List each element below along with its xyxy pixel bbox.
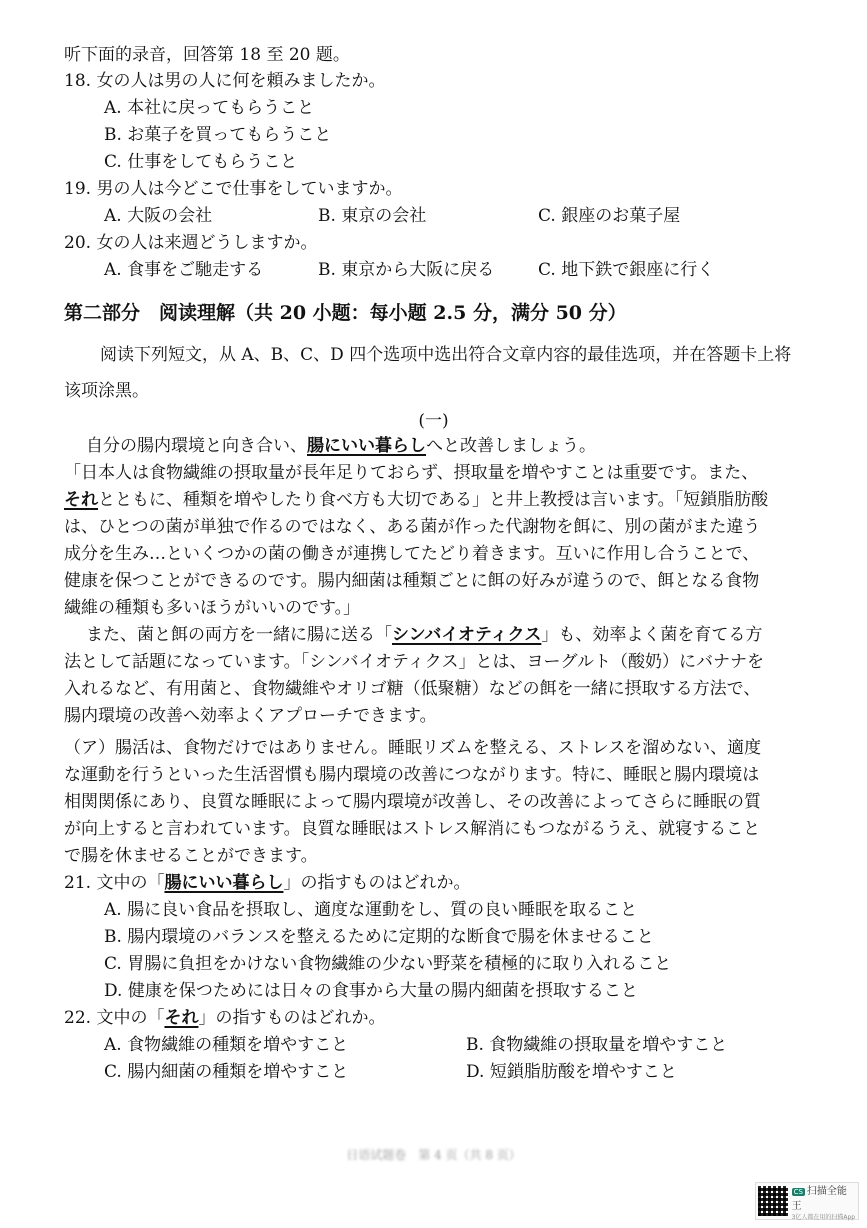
p1-underlined-phrase: 腸にいい暮らし xyxy=(307,436,426,456)
section-heading: 第二部分 阅读理解（共 20 小题：每小题 2.5 分，满分 50 分） xyxy=(64,302,627,324)
passage-p3-line4: 腸内環境の改善へ効率よくアプローチできます。 xyxy=(64,706,437,726)
q19-option-a: A. 大阪の会社 xyxy=(104,206,213,226)
passage-p4-line1: （ア）腸活は、食物だけではありません。睡眠リズムを整える、ストレスを溜めない、適度 xyxy=(64,738,762,758)
passage-p4-line5: で腸を休ませることができます。 xyxy=(64,846,318,866)
q18-option-b: B. お菓子を買ってもらうこと xyxy=(104,125,332,145)
q22-option-b: B. 食物繊維の摂取量を増やすこと xyxy=(466,1035,728,1055)
passage-p4-line3: 相関関係にあり、良質な睡眠によって腸内環境が改善し、その改善によってさらに睡眠の質 xyxy=(64,792,761,812)
passage-p1 xyxy=(86,433,596,459)
q21-stem-pre: 21. 文中の「 xyxy=(64,873,165,893)
q21-underlined-phrase: 腸にいい暮らし xyxy=(164,873,284,893)
watermark-subtitle: 3亿人都在用的扫描App xyxy=(791,1213,856,1221)
p3-underlined-synbiotics: シンバイオティクス xyxy=(392,625,542,645)
q22-option-d: D. 短鎖脂肪酸を増やすこと xyxy=(466,1062,677,1082)
q18-stem: 18. 女の人は男の人に何を頼みましたか。 xyxy=(64,71,386,91)
q19-option-c: C. 銀座のお菓子屋 xyxy=(538,206,681,226)
passage-number: (一) xyxy=(418,411,449,431)
instruction-line-2: 该项涂黑。 xyxy=(64,381,149,401)
passage-p4-line2: な運動を行うといった生活習慣も腸内環境の改善につながります。特に、睡眠と腸内環境は xyxy=(64,765,760,785)
passage-p3-line2: 法として話題になっています。「シンバイオティクス」とは、ヨーグルト（酸奶）にバナナを xyxy=(64,652,764,672)
q21-stem-post: 」の指すものはどれか。 xyxy=(283,873,471,893)
p2-line2-text: とともに、種類を増やしたり食べ方も大切である」と井上教授は言います。「短鎖脂肪酸 xyxy=(98,490,769,510)
p3-line1-pre: また、菌と餌の両方を一緒に腸に送る「 xyxy=(86,625,392,645)
p2-underlined-sore: それ xyxy=(64,490,98,510)
q20-option-b: B. 東京から大阪に戻る xyxy=(318,260,495,280)
passage-p4-line4: が向上すると言われています。良質な睡眠はストレス解消にもつながるうえ、就寝すること xyxy=(64,819,761,839)
p1-text-post: へと改善しましょう。 xyxy=(426,436,596,456)
instruction-line-1: 阅读下列短文，从 A、B、C、D 四个选项中选出符合文章内容的最佳选项，并在答题卡上将 xyxy=(100,345,792,365)
q20-option-a: A. 食事をご馳走する xyxy=(104,260,264,280)
passage-p3-line3: 入れるなど、有用菌と、食物繊維やオリゴ糖（低聚糖）などの餌を一緒に摂取する方法で、 xyxy=(64,679,761,699)
q21-option-c: C. 胃腸に負担をかけない食物繊維の少ない野菜を積極的に取り入れること xyxy=(104,954,672,974)
passage-p2-line5: 健康を保つことができるのです。腸内細菌は種類ごとに餌の好みが違うので、餌となる食物 xyxy=(64,571,760,591)
watermark-text xyxy=(792,1182,856,1221)
passage-p3-line1 xyxy=(86,622,762,648)
q21-option-b: B. 腸内環境のバランスを整えるために定期的な断食で腸を休ませること xyxy=(104,927,654,947)
q22-option-a: A. 食物繊維の種類を増やすこと xyxy=(104,1035,349,1055)
passage-p2-line6: 繊維の種類も多いほうがいいのです。」 xyxy=(64,598,361,618)
q22-stem-post: 」の指すものはどれか。 xyxy=(198,1008,386,1028)
passage-p2-line1: 「日本人は食物繊維の摂取量が長年足りておらず、摂取量を増やすことは重要です。また、 xyxy=(64,463,759,483)
watermark-title xyxy=(792,1182,856,1212)
q21-stem xyxy=(64,870,470,896)
scanner-watermark xyxy=(755,1182,859,1220)
q22-underlined-sore: それ xyxy=(164,1008,199,1028)
q22-stem xyxy=(64,1005,385,1031)
q22-option-c: C. 腸内細菌の種類を増やすこと xyxy=(104,1062,349,1082)
camscanner-logo-icon: CS xyxy=(793,1187,803,1196)
watermark-title-text: 扫描全能王 xyxy=(791,1185,847,1212)
passage-p2-line2 xyxy=(64,487,768,513)
q20-stem: 20. 女の人は来週どうしますか。 xyxy=(64,233,318,253)
qr-code-icon xyxy=(758,1186,788,1216)
q20-option-c: C. 地下鉄で銀座に行く xyxy=(538,260,715,280)
q21-option-a: A. 腸に良い食品を摂取し、適度な運動をし、質の良い睡眠を取ること xyxy=(104,900,638,920)
page-footer: 日语试题卷 第 4 页（共 8 页） xyxy=(346,1148,521,1162)
passage-p2-line4: 成分を生み…といくつかの菌の働きが連携してたどり着きます。互いに作用し合うことで、 xyxy=(64,544,760,564)
q18-option-c: C. 仕事をしてもらうこと xyxy=(104,152,298,172)
passage-p2-line3: は、ひとつの菌が単独で作るのではなく、ある菌が作った代謝物を餌に、別の菌がまた違う xyxy=(64,517,761,537)
listening-intro: 听下面的录音，回答第 18 至 20 题。 xyxy=(64,45,350,65)
q19-stem: 19. 男の人は今どこで仕事をしていますか。 xyxy=(64,179,403,199)
q19-option-b: B. 東京の会社 xyxy=(318,206,427,226)
p3-line1-post: 」も、効率よく菌を育てる方 xyxy=(541,625,763,645)
q22-stem-pre: 22. 文中の「 xyxy=(64,1008,165,1028)
q21-option-d: D. 健康を保つためには日々の食事から大量の腸内細菌を摂取すること xyxy=(104,981,638,1001)
p1-text-pre: 自分の腸内環境と向き合い、 xyxy=(86,436,307,456)
q18-option-a: A. 本社に戻ってもらうこと xyxy=(104,98,315,118)
